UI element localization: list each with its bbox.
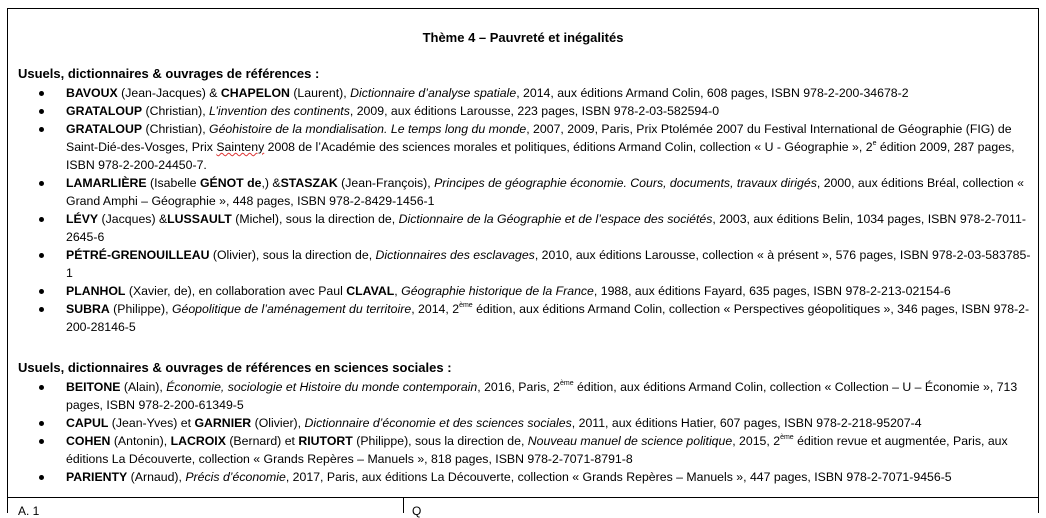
- next-row-right-cell: Q: [412, 504, 422, 518]
- section-heading-usuels: Usuels, dictionnaires & ouvrages de références :: [18, 66, 320, 81]
- table-border-top: [7, 8, 1039, 9]
- list-item: LÉVY (Jacques) &LUSSAULT (Michel), sous la direction de, Dictionnaire de la Géographie et de l’espace des sociétés, 2003, aux éditions Belin, 1034 pages, ISBN 978-2-7011-2645-6: [0, 210, 1032, 246]
- list-item: CAPUL (Jean-Yves) et GARNIER (Olivier), Dictionnaire d’économie et des sciences sociales, 2011, aux éditions Hatier, 607 pages, ISBN 978-2-218-95207-4: [0, 414, 1032, 432]
- list-item: BEITONE (Alain), Économie, sociologie et Histoire du monde contemporain, 2016, Paris, 2ème édition, aux éditions Armand Colin, collection « Collection – U – Économie », 713 pages, ISBN 978-2-200-61349-5: [0, 378, 1032, 414]
- next-row-left-cell: A. 1: [18, 504, 40, 518]
- page-title: Thème 4 – Pauvreté et inégalités: [422, 30, 624, 45]
- table-column-divider: [403, 497, 404, 513]
- section-heading-sciences-sociales: Usuels, dictionnaires & ouvrages de références en sciences sociales :: [18, 360, 452, 375]
- list-item: PLANHOL (Xavier, de), en collaboration avec Paul CLAVAL, Géographie historique de la France, 1988, aux éditions Fayard, 635 pages, ISBN 978-2-213-02154-6: [0, 282, 1032, 300]
- table-row-divider: [7, 497, 1039, 498]
- reference-list-social-sciences: [0, 378, 1032, 486]
- list-item: PARIENTY (Arnaud), Précis d’économie, 2017, Paris, aux éditions La Découverte, collection « Grands Repères – Manuels », 447 pages, ISBN 978-2-7071-9456-5: [0, 468, 1032, 486]
- list-item: SUBRA (Philippe), Géopolitique de l’aménagement du territoire, 2014, 2ème édition, aux éditions Armand Colin, collection « Perspectives géopolitiques », 346 pages, ISBN 978-2-200-28146-5: [0, 300, 1032, 336]
- list-item: GRATALOUP (Christian), Géohistoire de la mondialisation. Le temps long du monde, 2007, 2009, Paris, Prix Ptolémée 2007 du Festival International de Géographie (FIG) de Saint-Dié-des-Vosges, Prix Sainteny 2008 de l’Académie des sciences morales et politiques, éditions Armand Colin, collection « U - Géographie », 2e édition 2009, 287 pages, ISBN 978-2-200-24450-7.: [0, 120, 1032, 174]
- reference-list-geography: [0, 84, 1032, 336]
- list-item: COHEN (Antonin), LACROIX (Bernard) et RIUTORT (Philippe), sous la direction de, Nouveau manuel de science politique, 2015, 2ème édition revue et augmentée, Paris, aux éditions La Découverte, collection « Grands Repères – Manuels », 818 pages, ISBN 978-2-7071-8791-8: [0, 432, 1032, 468]
- list-item: BAVOUX (Jean-Jacques) & CHAPELON (Laurent), Dictionnaire d’analyse spatiale, 2014, aux éditions Armand Colin, 608 pages, ISBN 978-2-200-34678-2: [0, 84, 1032, 102]
- list-item: LAMARLIÈRE (Isabelle GÉNOT de,) &STASZAK (Jean-François), Principes de géographie économie. Cours, documents, travaux dirigés, 2000, aux éditions Bréal, collection « Grand Amphi – Géographie », 448 pages, ISBN 978-2-8429-1456-1: [0, 174, 1032, 210]
- list-item: GRATALOUP (Christian), L’invention des continents, 2009, aux éditions Larousse, 223 pages, ISBN 978-2-03-582594-0: [0, 102, 1032, 120]
- list-item: PÉTRÉ-GRENOUILLEAU (Olivier), sous la direction de, Dictionnaires des esclavages, 2010, aux éditions Larousse, collection « à présent », 576 pages, ISBN 978-2-03-583785-1: [0, 246, 1032, 282]
- table-border-right: [1038, 8, 1039, 513]
